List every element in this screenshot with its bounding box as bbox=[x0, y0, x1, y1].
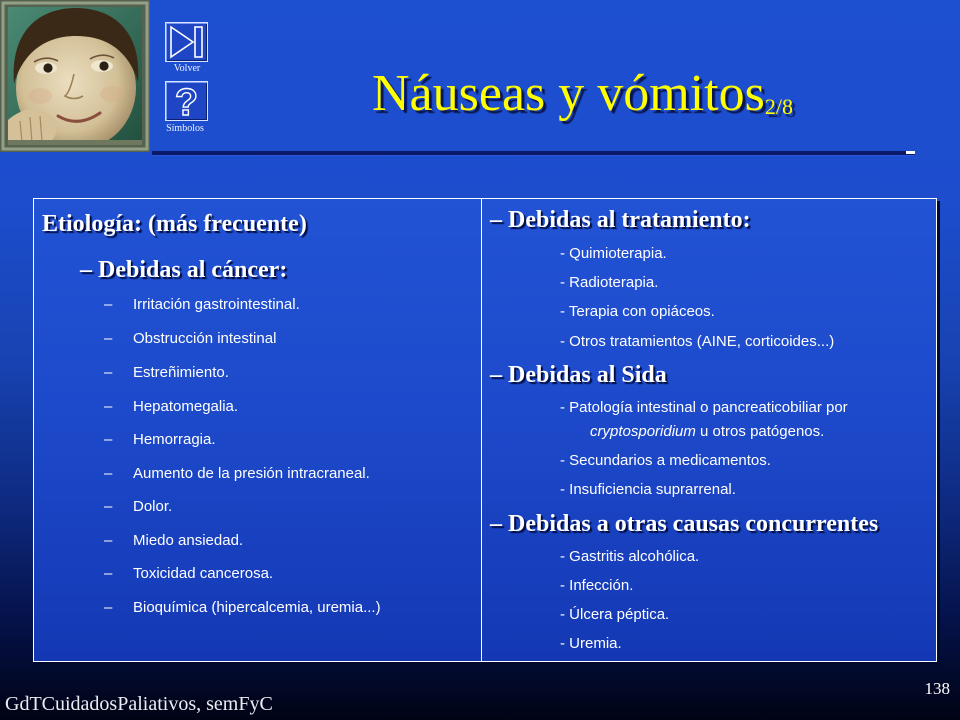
bullet-dash: – bbox=[104, 532, 113, 549]
bullet-dash: – bbox=[104, 330, 113, 347]
list-item bbox=[104, 599, 381, 617]
bullet-dash: – bbox=[104, 398, 113, 415]
skip-to-end-icon bbox=[166, 23, 207, 61]
continuation-text: u otros patógenos. bbox=[695, 423, 825, 440]
organism-name: cryptosporidium bbox=[590, 423, 696, 440]
list-item: - Uremia. bbox=[560, 635, 622, 652]
list-item bbox=[104, 296, 300, 314]
page-number: 138 bbox=[924, 679, 950, 698]
etiology-heading: Etiología: (más frecuente) bbox=[42, 211, 307, 237]
title-text: Náuseas y vómitos bbox=[372, 65, 765, 122]
list-item-text: Dolor. bbox=[133, 498, 173, 515]
other-causes-heading: – Debidas a otras causas concurrentes bbox=[490, 511, 879, 537]
bullet-dash: – bbox=[104, 599, 113, 616]
aids-causes-heading: – Debidas al Sida bbox=[490, 362, 667, 388]
portrait-painting bbox=[0, 0, 150, 152]
title-underline bbox=[152, 151, 915, 155]
bullet-dash: – bbox=[104, 364, 113, 381]
list-item-text: Toxicidad cancerosa. bbox=[133, 565, 274, 582]
list-item-text: Aumento de la presión intracraneal. bbox=[133, 465, 370, 482]
list-item bbox=[104, 364, 229, 382]
cancer-causes-heading: – Debidas al cáncer: bbox=[80, 257, 288, 283]
list-item-continuation bbox=[590, 423, 824, 441]
list-item: - Infección. bbox=[560, 577, 634, 594]
list-item bbox=[104, 532, 243, 550]
question-glyph: ? bbox=[174, 82, 199, 120]
list-item-text: Estreñimiento. bbox=[133, 364, 229, 381]
bullet-dash: – bbox=[104, 465, 113, 482]
back-button-label: Volver bbox=[173, 63, 201, 74]
symbols-button-label: Símbolos bbox=[166, 123, 204, 134]
list-item: - Radioterapia. bbox=[560, 274, 659, 291]
list-item bbox=[104, 398, 238, 416]
list-item: - Terapia con opiáceos. bbox=[560, 303, 715, 320]
list-item: - Patología intestinal o pancreaticobiliar por bbox=[560, 399, 848, 416]
list-item bbox=[104, 465, 370, 483]
list-item-text: Miedo ansiedad. bbox=[133, 532, 244, 549]
title-subscript: 2/8 bbox=[764, 94, 793, 119]
slide-title bbox=[372, 64, 793, 137]
list-item: - Otros tratamientos (AINE, corticoides...) bbox=[560, 333, 835, 350]
list-item-text: Hepatomegalia. bbox=[133, 398, 239, 415]
portrait-image bbox=[0, 0, 150, 152]
list-item bbox=[104, 498, 172, 516]
back-button[interactable] bbox=[165, 22, 208, 62]
list-item-text: Hemorragia. bbox=[133, 431, 216, 448]
treatment-causes-heading: – Debidas al tratamiento: bbox=[490, 207, 751, 233]
bullet-dash: – bbox=[104, 498, 113, 515]
column-divider bbox=[481, 198, 482, 662]
list-item: - Gastritis alcohólica. bbox=[560, 548, 700, 565]
list-item-text: Irritación gastrointestinal. bbox=[133, 296, 300, 313]
question-icon bbox=[166, 82, 207, 120]
footer-credit: GdTCuidadosPaliativos, semFyC bbox=[5, 693, 273, 715]
list-item: - Úlcera péptica. bbox=[560, 606, 670, 623]
list-item bbox=[104, 330, 276, 348]
symbols-button[interactable] bbox=[165, 81, 208, 121]
title-underline-end bbox=[906, 151, 915, 154]
list-item bbox=[104, 431, 216, 449]
list-item: - Secundarios a medicamentos. bbox=[560, 452, 771, 469]
list-item bbox=[104, 565, 273, 583]
bullet-dash: – bbox=[104, 565, 113, 582]
list-item: - Quimioterapia. bbox=[560, 245, 667, 262]
list-item-text: Obstrucción intestinal bbox=[133, 330, 277, 347]
bullet-dash: – bbox=[104, 431, 113, 448]
bullet-dash: – bbox=[104, 296, 113, 313]
list-item-text: Bioquímica (hipercalcemia, uremia...) bbox=[133, 599, 381, 616]
list-item: - Insuficiencia suprarrenal. bbox=[560, 481, 736, 498]
